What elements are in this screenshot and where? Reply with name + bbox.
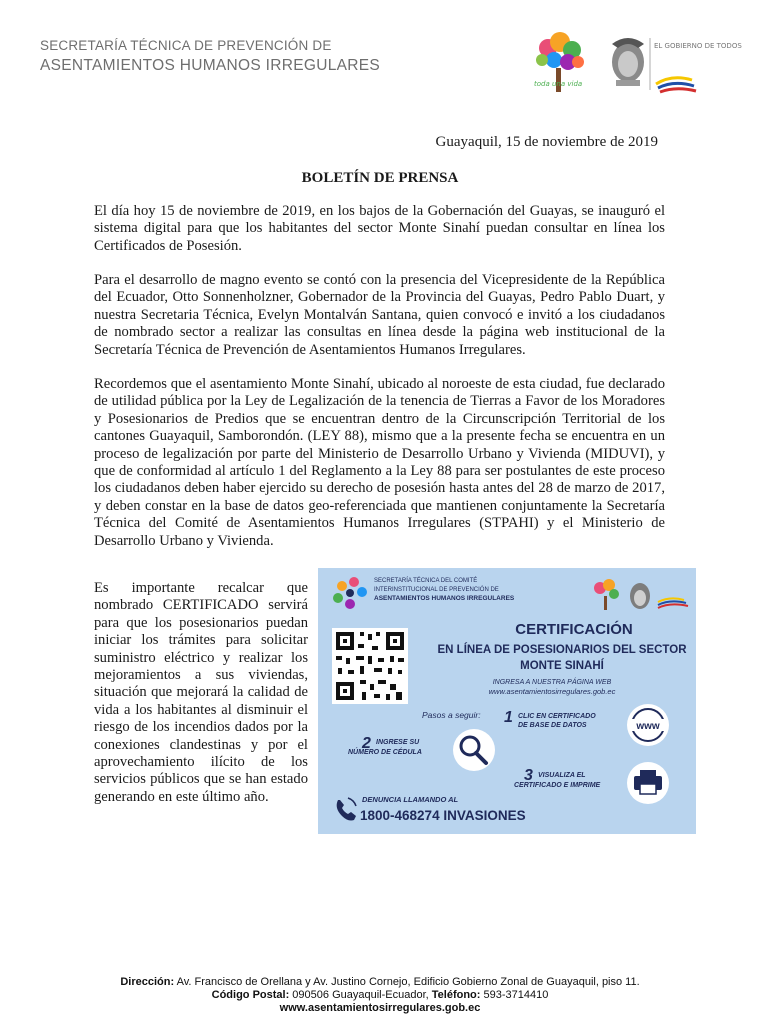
- steps-label: Pasos a seguir:: [422, 710, 481, 720]
- org-name-line1: SECRETARÍA TÉCNICA DE PREVENCIÓN DE: [40, 38, 332, 53]
- step-2-text-a: INGRESE SU: [376, 739, 420, 746]
- side-paragraph: [94, 580, 308, 806]
- certification-banner: [318, 568, 696, 834]
- step-3-text-b: CERTIFICADO E IMPRIME: [514, 782, 601, 789]
- footer: [0, 976, 760, 1015]
- banner-org-line2: INTERINSTITUCIONAL DE PREVENCIÓN DE: [374, 587, 499, 593]
- paragraph-3: [94, 376, 665, 550]
- www-label: www: [636, 721, 660, 732]
- organization-name: [40, 38, 380, 75]
- banner-sub-1: INGRESA A NUESTRA PÁGINA WEB: [492, 679, 612, 686]
- banner-headline-2: EN LÍNEA DE POSESIONARIOS DEL SECTOR: [437, 644, 687, 656]
- org-name-line2: ASENTAMIENTOS HUMANOS IRREGULARES: [40, 57, 381, 74]
- logo2-text: EL GOBIERNO DE TODOS: [654, 42, 742, 50]
- banner-org-line3: ASENTAMIENTOS HUMANOS IRREGULARES: [374, 595, 515, 602]
- header-logos: [532, 28, 742, 98]
- footer-postal: [0, 989, 760, 1002]
- banner-headline-1: CERTIFICACIÓN: [515, 621, 633, 638]
- footer-website[interactable]: www.asentamientosirregulares.gob.ec: [279, 1002, 481, 1014]
- footer-address-label: Dirección:: [120, 976, 175, 988]
- footer-postal-value: 090506 Guayaquil-Ecuador,: [289, 989, 432, 1001]
- printer-icon: [627, 762, 669, 804]
- paragraph-2: [94, 272, 665, 359]
- phone-number: 1800-468274 INVASIONES: [360, 808, 526, 823]
- footer-phone-value: 593-3714410: [480, 989, 549, 1001]
- banner-coat-of-arms-icon: [630, 583, 650, 609]
- banner-org-line1: SECRETARÍA TÉCNICA DEL COMITÉ: [374, 578, 478, 584]
- footer-address: [0, 976, 760, 989]
- footer-address-value: Av. Francisco de Orellana y Av. Justino Cornejo, Edificio Gobierno Zonal de Guayaquil, piso 11.: [174, 976, 640, 988]
- search-icon: [453, 729, 495, 771]
- paragraph-2-text: Para el desarrollo de magno evento se contó con la presencia del Vicepresidente de la República del Ecuador, Otto Sonnenholzner, Gobernador de la Provincia del Guayas, Pedro Pablo Duart, y nuestra Secretaria Técnica, Evelyn Montalván Santana, quien convocó e invitó a los ciudadanos de nombrado sector a realizar las consultas en línea desde la página web institucional de la Secretaría Técnica de Prevención de Asentamientos Humanos Irregulares.: [94, 272, 665, 358]
- footer-postal-label: Código Postal:: [211, 989, 290, 1001]
- step-3-number: 3: [524, 767, 533, 784]
- step-3-text-a: VISUALIZA EL: [538, 772, 586, 779]
- denuncia-label: DENUNCIA LLAMANDO AL: [362, 795, 459, 804]
- paragraph-1-text: El día hoy 15 de noviembre de 2019, en los bajos de la Gobernación del Guayas, se inauguró el sistema digital para que los habitantes del sector Monte Sinahí puedan consultar en línea los Certificados de Posesión.: [94, 203, 665, 254]
- paragraph-1: [94, 203, 665, 255]
- logo1-text: toda una vida: [534, 80, 583, 88]
- step-1-text-b: DE BASE DE DATOS: [518, 722, 587, 729]
- step-2-number: 2: [362, 735, 371, 752]
- banner-sub-2: www.asentamientosirregulares.gob.ec: [488, 687, 616, 696]
- footer-phone-label: Teléfono:: [431, 989, 481, 1001]
- globe-www-icon: [627, 704, 669, 746]
- document-title: BOLETÍN DE PRENSA: [301, 170, 459, 186]
- banner-headline-3: MONTE SINAHÍ: [520, 660, 604, 672]
- paragraph-3-text: Recordemos que el asentamiento Monte Sinahí, ubicado al noroeste de esta ciudad, fue declarado de utilidad pública por la Ley de Legalización de la tenencia de Tierras a Favor de los Moradores y Posesionarios de Predios que se encuentran dentro de la Circunscripción Territorial de los cantones Guayaquil, Samborondón. (LEY 88), mismo que a la presente fecha se encuentra en un proceso de legalización por parte del Ministerio de Desarrollo Urbano y Vivienda (MIDUVI), y que de conformidad al artículo 1 del Reglamento a la Ley 88 para ser postulantes de este proceso los ciudadanos deben haber ejercido su derecho de posesión hasta antes del 28 de marzo de 2017, y deben constar en la base de datos geo-referenciada que mantienen conjuntamente la Secretaría Técnica del Comité de Asentamientos Humanos Irregulares (STPAHI) y el Ministerio de Desarrollo Urbano y Vivienda.: [94, 376, 665, 549]
- qr-code: [332, 628, 408, 704]
- date-line: Guayaquil, 15 de noviembre de 2019: [435, 134, 658, 150]
- gobierno-de-todos-logo: [654, 42, 742, 92]
- side-paragraph-text: Es importante recalcar que nombrado CERTIFICADO servirá para que los posesionarios puedan iniciar los trámites para solicitar suministro eléctrico y realizar los mejoramientos a sus viviendas, situación que mejorará la calidad de vida a los habitantes al disminuir el riesgo de los incendios dados por la conexiones clandestinas y por el aprovechamiento ilícito de los servicios públicos que se han estado generando en este último año.: [94, 580, 308, 805]
- step-2-text-b: NÚMERO DE CÉDULA: [348, 749, 422, 756]
- step-1-number: 1: [504, 709, 513, 726]
- step-1-text-a: CLIC EN CERTIFICADO: [518, 713, 596, 720]
- ecuador-coat-of-arms-icon: [612, 38, 644, 86]
